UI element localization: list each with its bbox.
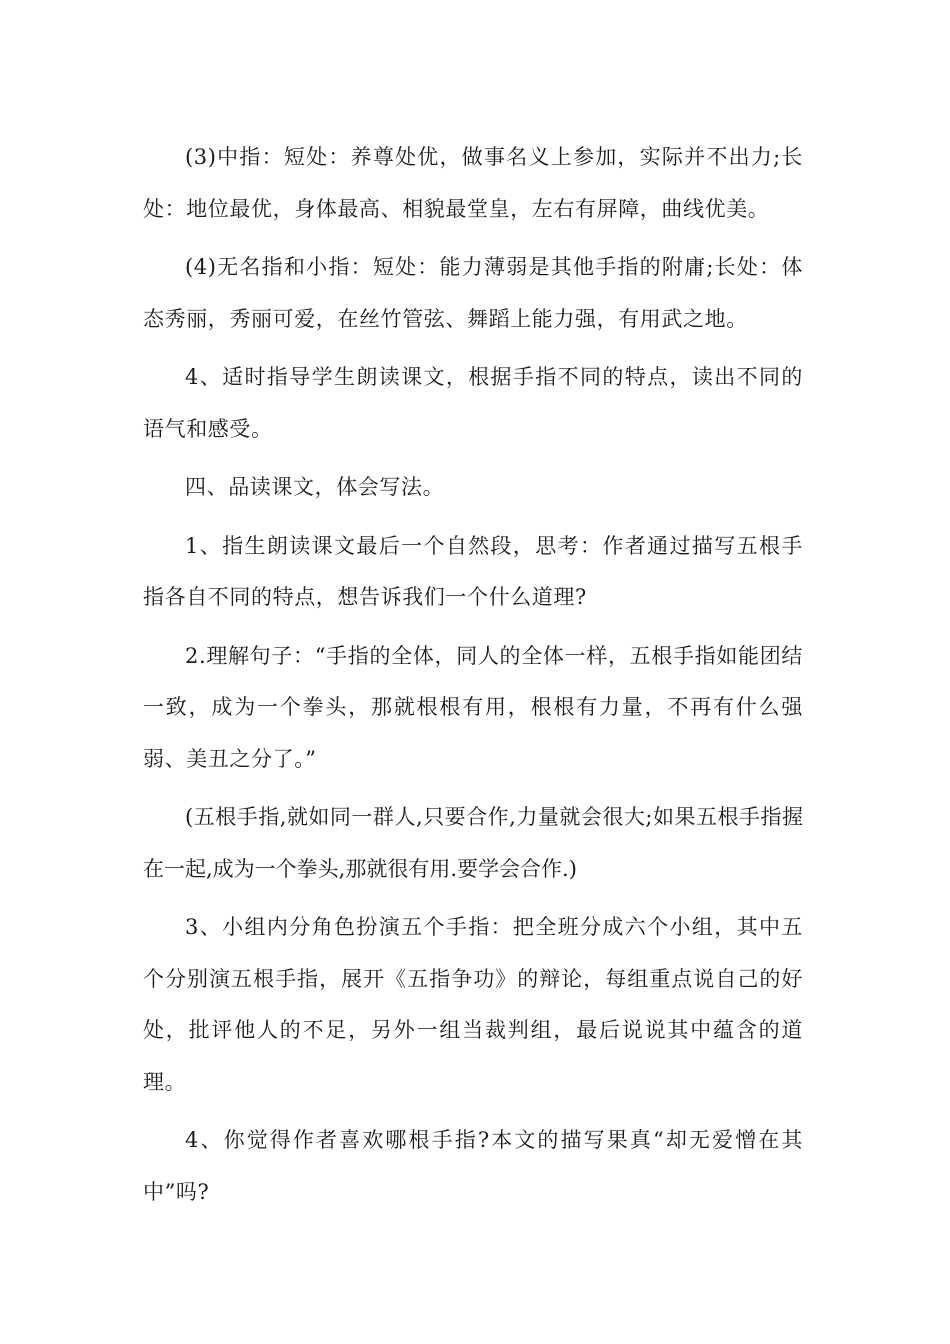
paragraph-author-preference: 4、你觉得作者喜欢哪根手指?本文的描写果真“却无爱憎在其中”吗? xyxy=(143,1128,803,1204)
paragraph-role-play: 3、小组内分角色扮演五个手指：把全班分成六个小组，其中五个分别演五根手指，展开《五指争功》的辩论，每组重点说自己的好处，批评他人的不足，另外一组当裁判组，最后说说其中蕴含的道理。 xyxy=(143,915,803,1094)
document-body xyxy=(143,132,803,1225)
paragraph-middle-finger: (3)中指：短处：养尊处优，做事名义上参加，实际并不出力;长处：地位最优，身体最高、相貌最堂皇，左右有屏障，曲线优美。 xyxy=(143,145,803,221)
paragraph-ring-and-little-finger: (4)无名指和小指：短处：能力薄弱是其他手指的附庸;长处：体态秀丽，秀丽可爱，在丝竹管弦、舞蹈上能力强，有用武之地。 xyxy=(143,255,803,331)
paragraph-last-section-question: 1、指生朗读课文最后一个自然段，思考：作者通过描写五根手指各自不同的特点，想告诉我们一个什么道理? xyxy=(143,533,803,609)
paragraph-cooperation-note: (五根手指,就如同一群人,只要合作,力量就会很大;如果五根手指握在一起,成为一个拳头,那就很有用.要学会合作.) xyxy=(143,805,803,881)
section-heading-reading-writing: 四、品读课文，体会写法。 xyxy=(185,475,445,499)
paragraph-understand-sentence: 2.理解句子：“手指的全体，同人的全体一样，五根手指如能团结一致，成为一个拳头，那就根根有用，根根有力量，不再有什么强弱、美丑之分了。” xyxy=(143,643,803,771)
paragraph-guided-reading: 4、适时指导学生朗读课文，根据手指不同的特点，读出不同的语气和感受。 xyxy=(143,365,803,441)
